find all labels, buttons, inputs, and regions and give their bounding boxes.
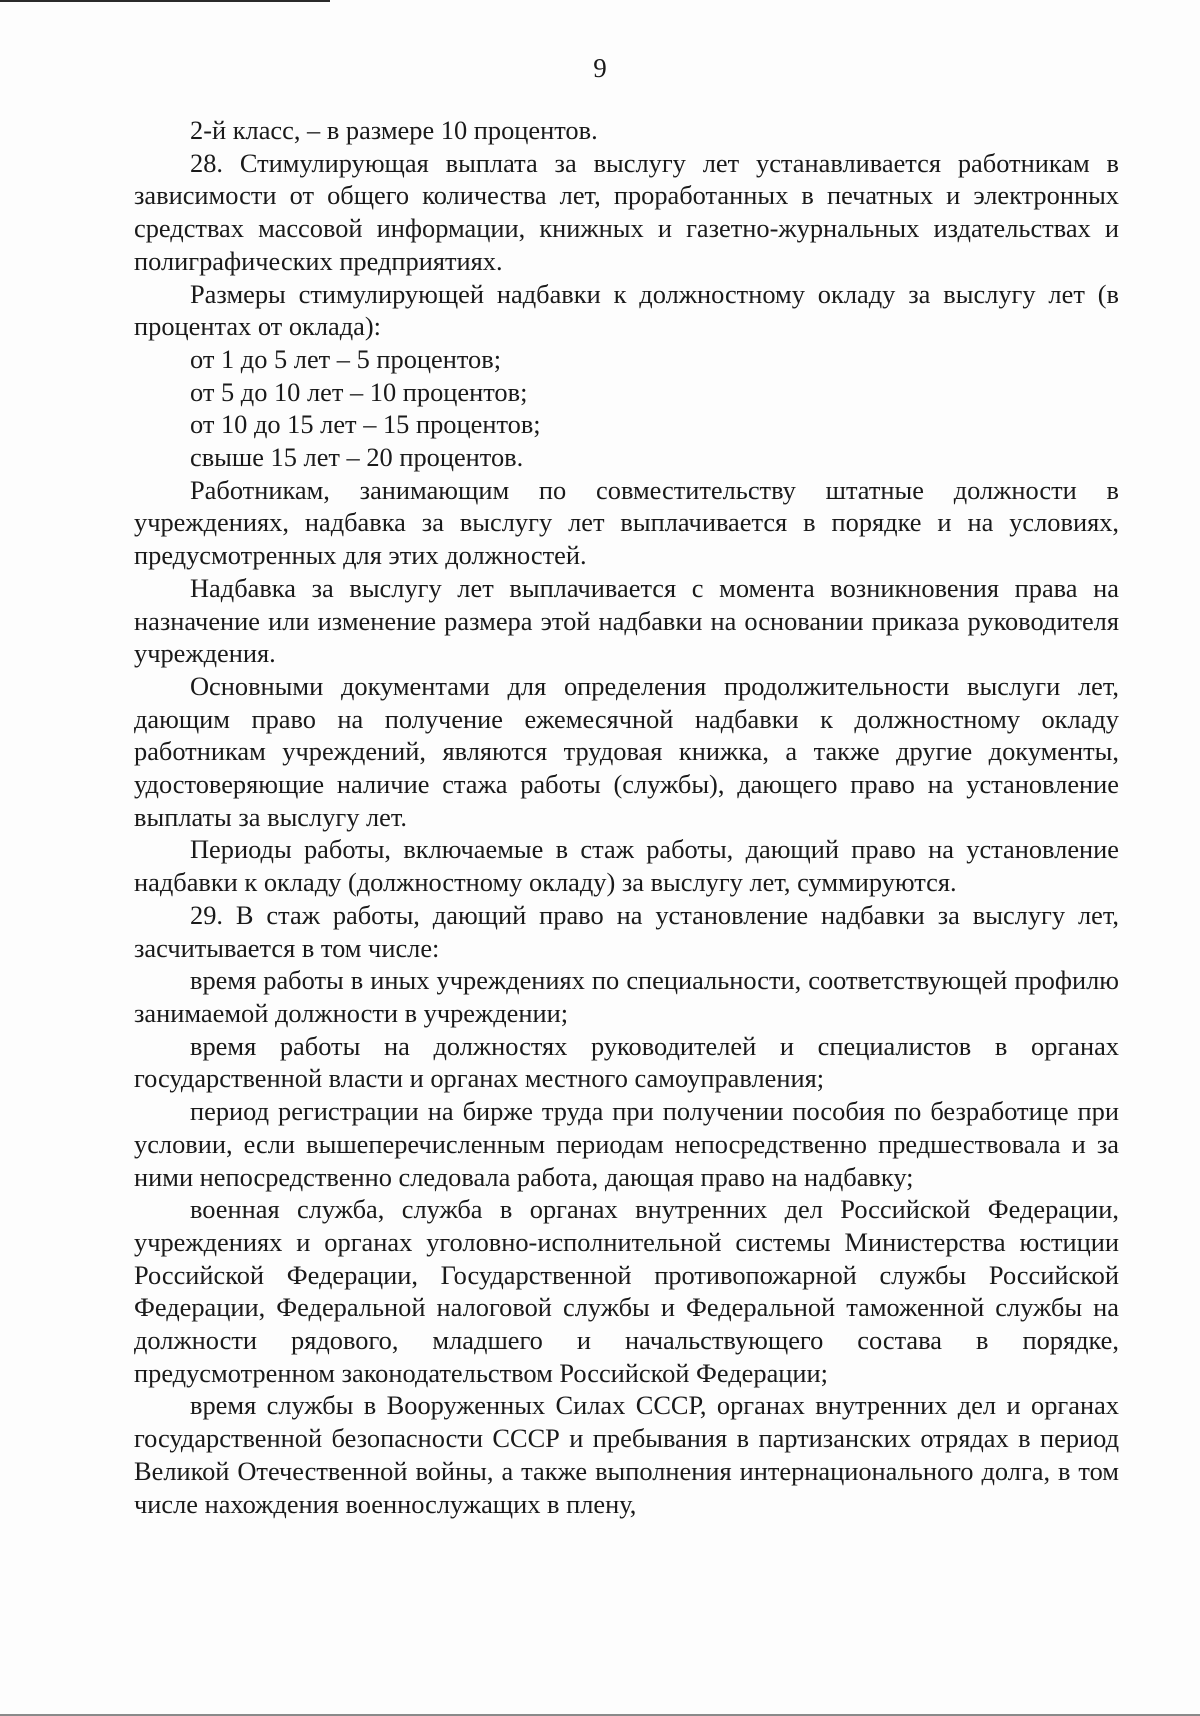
paragraph-class-2: 2-й класс, – в размере 10 процентов. (190, 115, 598, 145)
paragraph-other-institutions: время работы в иных учреждениях по специальности, соответствующей профилю занимаемой должности в учреждении; (134, 965, 1119, 1028)
paragraph-part-time-workers: Работникам, занимающим по совместительству штатные должности в учреждениях, надбавка за выслугу лет выплачивается в порядке и на условиях, предусмотренных для этих должностей. (134, 474, 1119, 571)
list-item-over-15-years: свыше 15 лет – 20 процентов. (190, 442, 524, 473)
paragraph-payment-start: Надбавка за выслугу лет выплачивается с момента возникновения права на назначение или изменение размера этой надбавки на основании приказа руководителя учреждения. (134, 572, 1119, 669)
document-body (134, 114, 1119, 1520)
paragraph-labor-exchange: период регистрации на бирже труда при получении пособия по безработице при условии, если вышеперечисленным периодам непосредственно предшествовала и за ними непосредственно следовала работа, дающая право на надбавку; (134, 1096, 1119, 1192)
list-item-5-10-years: от 5 до 10 лет – 10 процентов; (190, 376, 528, 407)
list-item-10-15-years: от 10 до 15 лет – 15 процентов; (190, 409, 541, 440)
scan-edge-top (0, 0, 330, 2)
paragraph-military-service: военная служба, служба в органах внутренних дел Российской Федерации, учреждениях и органах уголовно-исполнительной системы Министерства юстиции Российской Федерации, Государственной противопожарной службы Российской Федерации, Федеральной налоговой службы и Федеральной таможенной службы на должности рядового, младшего и начальствующего состава в порядке, предусмотренном законодательством Российской Федерации; (134, 1194, 1119, 1388)
paragraph-allowance-sizes: Размеры стимулирующей надбавки к должностному окладу за выслугу лет (в процентах от оклада): (134, 278, 1119, 342)
page-number: 9 (593, 53, 607, 83)
paragraph-periods-summed: Периоды работы, включаемые в стаж работы, дающий право на установление надбавки к окладу (должностному окладу) за выслугу лет, суммируются. (134, 834, 1119, 898)
paragraph-ussr-service: время службы в Вооруженных Силах СССР, органах внутренних дел и органах государственной безопасности СССР и пребывания в партизанских отрядах в период Великой Отечественной войны, а также выполнения интернационального долга, в том числе нахождения военнослужащих в плену, (134, 1390, 1119, 1519)
paragraph-item-29: 29. В стаж работы, дающий право на установление надбавки за выслугу лет, засчитывается в том числе: (134, 899, 1119, 963)
paragraph-item-28: 28. Стимулирующая выплата за выслугу лет устанавливается работникам в зависимости от общего количества лет, проработанных в печатных и электронных средствах массовой информации, книжных и газетно-журнальных издательствах и полиграфических предприятиях. (134, 147, 1119, 276)
paragraph-main-documents: Основными документами для определения продолжительности выслуги лет, дающим право на получение ежемесячной надбавки к должностному окладу работникам учреждений, являются трудовая книжка, а также другие документы, удостоверяющие наличие стажа работы (службы), дающего право на установление выплаты за выслугу лет. (134, 670, 1119, 832)
list-item-1-5-years: от 1 до 5 лет – 5 процентов; (190, 343, 502, 374)
paragraph-government-positions: время работы на должностях руководителей и специалистов в органах государственной власти и органах местного самоуправления; (134, 1030, 1119, 1094)
